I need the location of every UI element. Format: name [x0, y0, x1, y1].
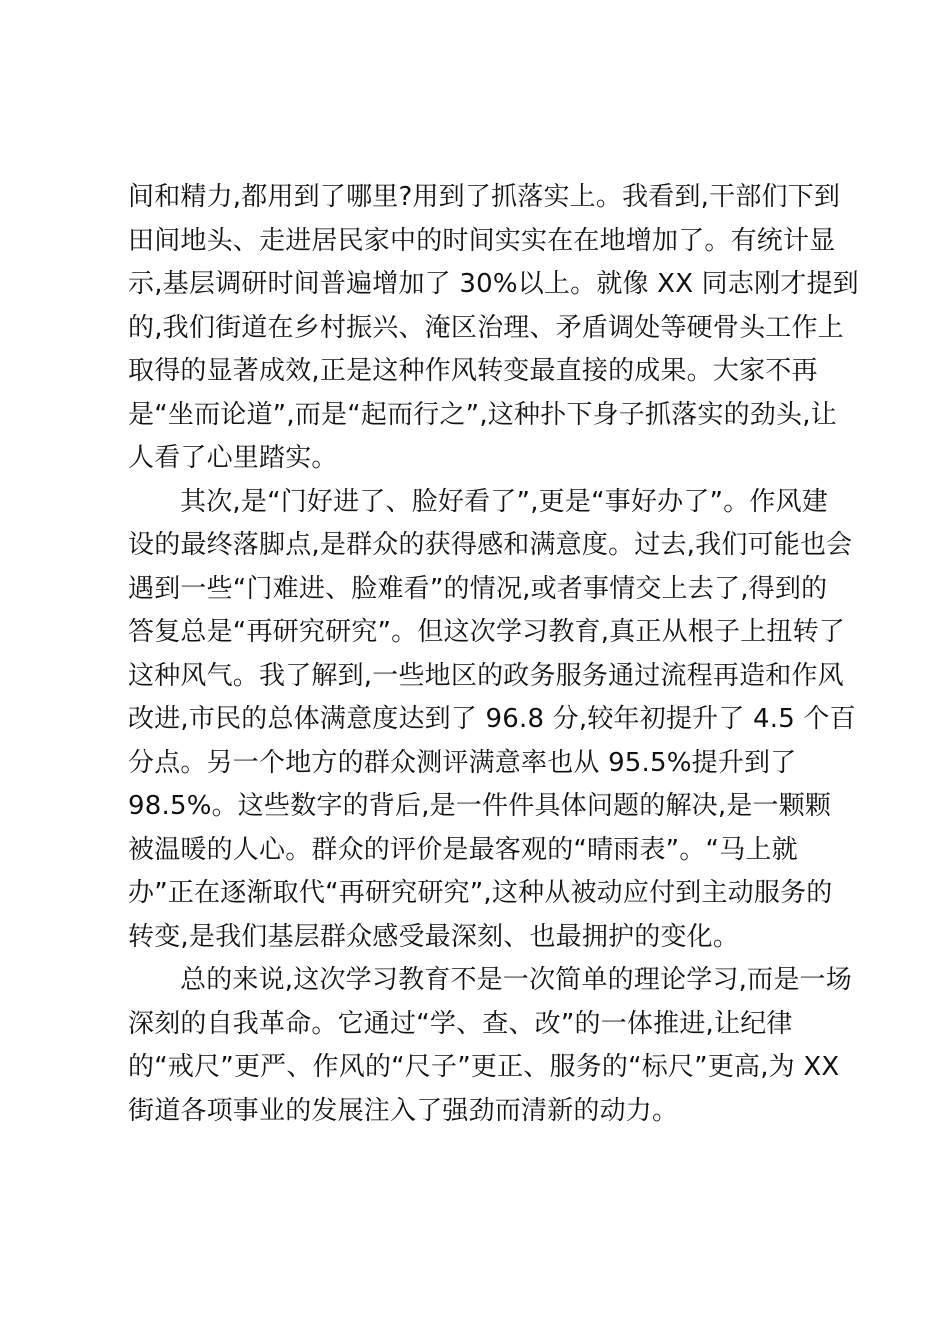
text-line: 深刻的自我革命。它通过“学、查、改”的一体推进,让纪律	[128, 1008, 793, 1039]
text-line: 田间地头、走进居民家中的时间实实在在地增加了。有统计显	[128, 225, 836, 256]
text-line: 改进,市民的总体满意度达到了 96.8 分,较年初提升了 4.5 个百	[128, 704, 856, 734]
text-line: 遇到一些“门难进、脸难看”的情况,或者事情交上去了,得到的	[128, 573, 828, 604]
paragraph-3	[128, 959, 852, 1133]
text-line: 的,我们街道在乡村振兴、淹区治理、矛盾调处等硬骨头工作上	[128, 312, 844, 343]
text-line: 人看了心里踏实。	[128, 443, 338, 473]
text-line: 答复总是“再研究研究”。但这次学习教育,真正从根子上扭转了	[128, 617, 846, 647]
text-line: 98.5%。这些数字的背后,是一件件具体问题的解决,是一颗颗	[128, 791, 832, 821]
text-line: 分点。另一个地方的群众测评满意率也从 95.5%提升到了	[128, 747, 797, 778]
text-line: 街道各项事业的发展注入了强劲而清新的动力。	[128, 1095, 679, 1126]
text-line: 办”正在逐渐取代“再研究研究”,这种从被动应付到主动服务的	[128, 878, 833, 908]
text-line: 被温暖的人心。群众的评价是最客观的“晴雨表”。“马上就	[128, 834, 798, 865]
text-line: 总的来说,这次学习教育不是一次简单的理论学习,而是一场	[180, 965, 852, 995]
text-line: 其次,是“门好进了、脸好看了”,更是“事好办了”。作风建	[180, 486, 829, 517]
text-line: 是“坐而论道”,而是“起而行之”,这种扑下身子抓落实的劲头,让	[128, 399, 837, 430]
text-line: 这种风气。我了解到,一些地区的政务服务通过流程再造和作风	[128, 660, 844, 691]
text-line: 间和精力,都用到了哪里?用到了抓落实上。我看到,干部们下到	[128, 182, 841, 212]
text-line: 转变,是我们基层群众感受最深刻、也最拥护的变化。	[128, 921, 740, 952]
text-line: 示,基层调研时间普遍增加了 30%以上。就像 XX 同志刚才提到	[128, 269, 859, 299]
text-line: 设的最终落脚点,是群众的获得感和满意度。过去,我们可能也会	[128, 530, 853, 560]
paragraph-2	[128, 481, 856, 960]
paragraph-1	[128, 176, 859, 481]
text-line: 的“戒尺”更严、作风的“尺子”更正、服务的“标尺”更高,为 XX	[128, 1052, 840, 1082]
document-body	[128, 176, 859, 1133]
text-line: 取得的显著成效,正是这种作风转变最直接的成果。大家不再	[128, 356, 818, 386]
